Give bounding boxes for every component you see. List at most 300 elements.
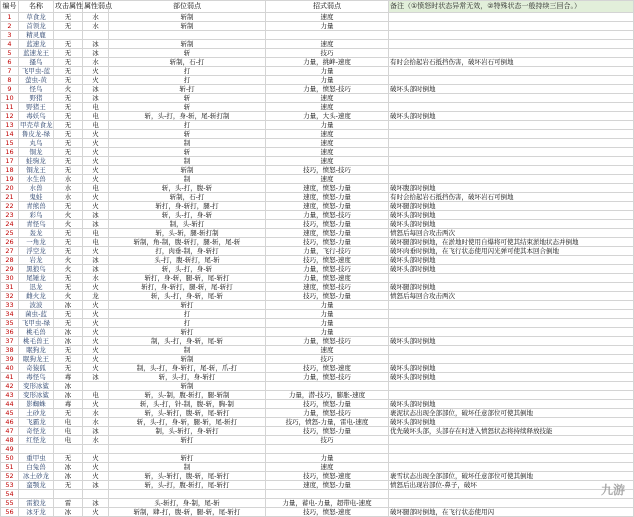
cell-attribute-weakness: 冰: [83, 220, 109, 229]
cell-number: 14: [1, 130, 19, 139]
cell-number: 6: [1, 58, 19, 67]
table-row: [1, 67, 634, 76]
cell-number: 35: [1, 319, 19, 328]
table-row: [1, 139, 634, 148]
cell-attack-attribute: 无: [54, 238, 83, 247]
cell-part-weakness: 斩制: [109, 355, 266, 364]
cell-number: 25: [1, 229, 19, 238]
cell-attack-attribute: 无: [54, 121, 83, 130]
table-row: [1, 499, 634, 508]
cell-attribute-weakness: 水: [83, 13, 109, 22]
cell-name: 首领龙: [19, 22, 54, 31]
cell-move-weakness: 速度: [266, 175, 389, 184]
cell-attack-attribute: [54, 490, 83, 499]
cell-attack-attribute: 冰: [54, 508, 83, 517]
cell-note: [389, 22, 634, 31]
cell-move-weakness: 速度: [266, 157, 389, 166]
cell-attribute-weakness: 冰: [83, 94, 109, 103]
cell-move-weakness: 力量: [266, 310, 389, 319]
cell-part-weakness: 打: [109, 67, 266, 76]
cell-note: [389, 499, 634, 508]
cell-attribute-weakness: 电: [83, 229, 109, 238]
cell-name: 野猪: [19, 94, 54, 103]
table-row: [1, 211, 634, 220]
table-row: [1, 310, 634, 319]
cell-name: 菌虫-蓝: [19, 310, 54, 319]
cell-note: 破坏头部时倒地: [389, 220, 634, 229]
cell-attack-attribute: 无: [54, 310, 83, 319]
cell-attack-attribute: 冰: [54, 472, 83, 481]
cell-note: 裹雪状态出现全部部位，破坏任意部位可使其倒地: [389, 472, 634, 481]
cell-attribute-weakness: 火: [83, 193, 109, 202]
cell-part-weakness: 斩，头-制，腹-斩打，腿-斩制: [109, 391, 266, 400]
cell-number: 38: [1, 346, 19, 355]
cell-part-weakness: 斩，头-打，腹-斩打，尾-斩打: [109, 481, 266, 490]
header-part-weakness: 部位弱点: [109, 1, 266, 13]
cell-move-weakness: 速度，愤怒-力量: [266, 184, 389, 193]
cell-move-weakness: 技巧，愤怒-速度: [266, 256, 389, 265]
cell-number: 19: [1, 175, 19, 184]
cell-attack-attribute: 火: [54, 265, 83, 274]
table-row: [1, 400, 634, 409]
cell-number: 50: [1, 454, 19, 463]
cell-attribute-weakness: 冰: [83, 499, 109, 508]
table-row: [1, 220, 634, 229]
cell-number: 47: [1, 427, 19, 436]
cell-number: 41: [1, 373, 19, 382]
table-row: [1, 229, 634, 238]
table-row: [1, 301, 634, 310]
watermark-logo: 九游: [600, 483, 625, 497]
table-row: [1, 481, 634, 490]
cell-part-weakness: 斩: [109, 148, 266, 157]
table-row: [1, 472, 634, 481]
cell-attribute-weakness: 水: [83, 409, 109, 418]
cell-name: 白兔兽: [19, 463, 54, 472]
cell-attack-attribute: 水: [54, 184, 83, 193]
cell-name: 毒怪鸟: [19, 373, 54, 382]
header-number: 编号: [1, 1, 19, 13]
cell-attribute-weakness: 火: [83, 454, 109, 463]
cell-number: 23: [1, 211, 19, 220]
cell-note: 破坏头部时倒地: [389, 256, 634, 265]
cell-attack-attribute: 无: [54, 319, 83, 328]
cell-part-weakness: 斩，头-打，腹-斩: [109, 184, 266, 193]
cell-note: 破坏头部时倒地: [389, 337, 634, 346]
cell-name: 眠狗龙: [19, 346, 54, 355]
cell-part-weakness: 斩: [109, 49, 266, 58]
cell-name: [19, 445, 54, 454]
cell-attribute-weakness: 火: [83, 130, 109, 139]
cell-note: 破坏腹部时倒地: [389, 184, 634, 193]
cell-number: 9: [1, 85, 19, 94]
cell-attack-attribute: 无: [54, 202, 83, 211]
cell-name: 草食龙: [19, 13, 54, 22]
cell-move-weakness: 力量，愤怒-技巧: [266, 337, 389, 346]
cell-number: 44: [1, 400, 19, 409]
cell-name: 轰龙: [19, 229, 54, 238]
cell-part-weakness: 制: [109, 157, 266, 166]
cell-note: [389, 175, 634, 184]
cell-part-weakness: 斩，头-打，身-斩，尾-斩打制: [109, 112, 266, 121]
cell-name: 奇怪龙: [19, 427, 54, 436]
cell-note: [389, 436, 634, 445]
cell-attribute-weakness: 电: [83, 103, 109, 112]
cell-number: 12: [1, 112, 19, 121]
cell-attribute-weakness: 火: [83, 247, 109, 256]
cell-move-weakness: 力量: [266, 67, 389, 76]
cell-move-weakness: [266, 31, 389, 40]
cell-move-weakness: 技巧: [266, 436, 389, 445]
cell-note: [389, 346, 634, 355]
cell-note: [389, 13, 634, 22]
cell-attack-attribute: 火: [54, 220, 83, 229]
cell-number: 46: [1, 418, 19, 427]
cell-move-weakness: 技巧，愤怒-力量: [266, 427, 389, 436]
cell-number: 32: [1, 292, 19, 301]
cell-number: 8: [1, 76, 19, 85]
cell-move-weakness: 技巧: [266, 49, 389, 58]
table-row: [1, 112, 634, 121]
cell-number: 36: [1, 328, 19, 337]
table-row: [1, 364, 634, 373]
cell-part-weakness: 斩打，身-斩打，腿-斩，尾-斩打: [109, 283, 266, 292]
cell-part-weakness: 斩: [109, 94, 266, 103]
cell-number: 43: [1, 391, 19, 400]
cell-name: 铜龙: [19, 148, 54, 157]
cell-note: [389, 319, 634, 328]
cell-note: 裹泥状态出现全部部位，破坏任意部位可使其倒地: [389, 409, 634, 418]
cell-attack-attribute: 冰: [54, 382, 83, 391]
cell-number: 39: [1, 355, 19, 364]
cell-part-weakness: 斩打: [109, 328, 266, 337]
cell-move-weakness: 力量，大头-速度: [266, 112, 389, 121]
table-row: [1, 157, 634, 166]
table-row: [1, 265, 634, 274]
cell-part-weakness: 斩打: [109, 436, 266, 445]
cell-note: 破坏头部时倒地: [389, 400, 634, 409]
cell-note: [389, 121, 634, 130]
cell-attack-attribute: [54, 445, 83, 454]
cell-name: 飞甲虫-绿: [19, 319, 54, 328]
cell-attribute-weakness: 火: [83, 337, 109, 346]
cell-attack-attribute: 火: [54, 292, 83, 301]
table-row: [1, 508, 634, 517]
cell-attribute-weakness: 冰: [83, 256, 109, 265]
cell-note: [389, 463, 634, 472]
cell-attack-attribute: 无: [54, 247, 83, 256]
cell-attack-attribute: 无: [54, 22, 83, 31]
table-row: [1, 193, 634, 202]
cell-move-weakness: 技巧，愤怒-力量: [266, 292, 389, 301]
table-row: [1, 22, 634, 31]
cell-move-weakness: 技巧，愤怒-力量: [266, 400, 389, 409]
cell-note: [389, 31, 634, 40]
cell-move-weakness: 力量，愤怒-技巧: [266, 211, 389, 220]
cell-attribute-weakness: 龙: [83, 292, 109, 301]
cell-part-weakness: 制，头-斩打: [109, 220, 266, 229]
cell-attack-attribute: 无: [54, 76, 83, 85]
cell-move-weakness: 技巧，愤怒-力量: [266, 238, 389, 247]
cell-attack-attribute: 无: [54, 229, 83, 238]
cell-part-weakness: 斩，头-斩打，腹-斩，尾-斩打: [109, 409, 266, 418]
cell-move-weakness: [266, 382, 389, 391]
cell-number: 1: [1, 13, 19, 22]
cell-attack-attribute: 冰: [54, 463, 83, 472]
cell-attribute-weakness: 水: [83, 22, 109, 31]
header-row: [1, 1, 634, 13]
table-row: [1, 247, 634, 256]
cell-part-weakness: 制: [109, 175, 266, 184]
cell-number: 56: [1, 508, 19, 517]
cell-attribute-weakness: 火: [83, 76, 109, 85]
cell-attribute-weakness: 火: [83, 166, 109, 175]
cell-note: 破坏腿部时倒地，在淤地时使用自爆将可使其结束淤地状态并倒地: [389, 238, 634, 247]
cell-number: 37: [1, 337, 19, 346]
cell-attribute-weakness: 火: [83, 310, 109, 319]
cell-number: 40: [1, 364, 19, 373]
cell-move-weakness: 技巧，愤怒-技巧: [266, 166, 389, 175]
table-row: [1, 346, 634, 355]
cell-attribute-weakness: 电: [83, 391, 109, 400]
cell-move-weakness: 力量: [266, 301, 389, 310]
cell-attack-attribute: 无: [54, 94, 83, 103]
cell-attack-attribute: 无: [54, 40, 83, 49]
table-row: [1, 238, 634, 247]
table-row: [1, 373, 634, 382]
cell-part-weakness: 斩打: [109, 301, 266, 310]
cell-name: 奇猿狐: [19, 364, 54, 373]
cell-part-weakness: 斩: [109, 103, 266, 112]
cell-note: 破坏头部时倒地: [389, 373, 634, 382]
cell-attribute-weakness: 火: [83, 148, 109, 157]
cell-attribute-weakness: 冰: [83, 40, 109, 49]
cell-note: [389, 166, 634, 175]
cell-part-weakness: 头-斩打，身-制，尾-斩: [109, 499, 266, 508]
table-row: [1, 13, 634, 22]
cell-move-weakness: 技巧，愤怒-速度: [266, 508, 389, 517]
cell-attack-attribute: 火: [54, 85, 83, 94]
cell-attribute-weakness: 火: [83, 355, 109, 364]
cell-name: 蛙驹龙: [19, 157, 54, 166]
cell-part-weakness: 斩，头-打，针-制，腹-斩，胸-制: [109, 400, 266, 409]
cell-attack-attribute: [54, 31, 83, 40]
cell-move-weakness: 速度: [266, 463, 389, 472]
cell-note: 愤怒后每回合攻击两次: [389, 292, 634, 301]
cell-note: 破坏腿部时倒地，在飞行状态使用闪: [389, 508, 634, 517]
cell-name: 搔鸟: [19, 58, 54, 67]
cell-name: 影蜘蛛: [19, 400, 54, 409]
cell-attack-attribute: 冰: [54, 328, 83, 337]
table-row: [1, 94, 634, 103]
cell-part-weakness: 打: [109, 319, 266, 328]
cell-name: 红怪龙: [19, 436, 54, 445]
cell-part-weakness: 斩制: [109, 22, 266, 31]
cell-attribute-weakness: 冰: [83, 85, 109, 94]
header-move-weakness: 招式弱点: [266, 1, 389, 13]
cell-move-weakness: 速度，愤怒-力量: [266, 202, 389, 211]
cell-part-weakness: 头-打，腹-斩打，尾-斩: [109, 256, 266, 265]
cell-name: 飞霸龙: [19, 418, 54, 427]
cell-move-weakness: 力量，飞行-技巧: [266, 247, 389, 256]
cell-attribute-weakness: 水: [83, 436, 109, 445]
cell-name: 一角龙: [19, 238, 54, 247]
cell-note: 优先破坏头部，头部存在时进入愤怒状态将持续释放技能: [389, 427, 634, 436]
cell-attribute-weakness: 水: [83, 274, 109, 283]
cell-name: 丸鸟: [19, 139, 54, 148]
cell-attack-attribute: 无: [54, 13, 83, 22]
table-row: [1, 130, 634, 139]
cell-note: [389, 382, 634, 391]
cell-move-weakness: 速度: [266, 148, 389, 157]
cell-name: 水生兽: [19, 175, 54, 184]
cell-attack-attribute: 无: [54, 454, 83, 463]
cell-note: 有时会拾起岩石抵挡伤害，破坏岩石可倒地: [389, 58, 634, 67]
table-row: [1, 256, 634, 265]
cell-name: 怪鸟: [19, 85, 54, 94]
cell-note: 有时会拾起岩石抵挡伤害，破坏岩石可倒地: [389, 193, 634, 202]
cell-move-weakness: 速度，愤怒-力量: [266, 193, 389, 202]
cell-name: 黑狼鸟: [19, 265, 54, 274]
table-row: [1, 355, 634, 364]
header-notes: 备注（①愤怒时状态异常无效，②特殊状态一般持续三回合。）: [389, 1, 634, 13]
cell-part-weakness: 斩制: [109, 40, 266, 49]
cell-attribute-weakness: 水: [83, 418, 109, 427]
cell-name: 毒妖鸟: [19, 112, 54, 121]
cell-note: [389, 94, 634, 103]
cell-move-weakness: 技巧: [266, 355, 389, 364]
header-attribute-weakness: 属性弱点: [83, 1, 109, 13]
table-row: [1, 103, 634, 112]
cell-attribute-weakness: 火: [83, 400, 109, 409]
cell-number: 54: [1, 490, 19, 499]
cell-part-weakness: 制，头-打，身-斩打，尾-斩，爪-打: [109, 364, 266, 373]
cell-attack-attribute: 无: [54, 166, 83, 175]
cell-attribute-weakness: 冰: [83, 211, 109, 220]
cell-number: 5: [1, 49, 19, 58]
cell-number: 17: [1, 157, 19, 166]
cell-move-weakness: 速度: [266, 103, 389, 112]
cell-attribute-weakness: [83, 445, 109, 454]
cell-name: 变形冰鲨: [19, 382, 54, 391]
cell-number: 15: [1, 139, 19, 148]
cell-name: 鲁皮龙-绿: [19, 130, 54, 139]
cell-part-weakness: 斩制: [109, 382, 266, 391]
cell-note: 破坏腿部时倒地: [389, 283, 634, 292]
cell-part-weakness: 打: [109, 76, 266, 85]
cell-attack-attribute: 冰: [54, 301, 83, 310]
cell-attribute-weakness: 冰: [83, 373, 109, 382]
cell-number: 11: [1, 103, 19, 112]
cell-name: 萤虫-黄: [19, 76, 54, 85]
cell-move-weakness: 力量: [266, 76, 389, 85]
cell-attack-attribute: 无: [54, 49, 83, 58]
cell-attack-attribute: 无: [54, 112, 83, 121]
cell-note: [389, 157, 634, 166]
cell-part-weakness: 斩: [109, 130, 266, 139]
table-row: [1, 409, 634, 418]
cell-number: 45: [1, 409, 19, 418]
cell-name: 青熊兽: [19, 202, 54, 211]
cell-attribute-weakness: 火: [83, 67, 109, 76]
cell-move-weakness: 速度: [266, 13, 389, 22]
cell-name: 蛮颚龙: [19, 481, 54, 490]
cell-move-weakness: [266, 445, 389, 454]
cell-number: 20: [1, 184, 19, 193]
cell-part-weakness: 斩制: [109, 166, 266, 175]
table-row: [1, 85, 634, 94]
cell-number: 21: [1, 193, 19, 202]
cell-note: [389, 49, 634, 58]
table-row: [1, 49, 634, 58]
cell-name: 岩龙: [19, 256, 54, 265]
cell-part-weakness: 斩，头-打，身-斩，尾-斩: [109, 292, 266, 301]
cell-note: 破坏肉垂时倒地，在飞行状态使用闪光弹可使其本回合倒地: [389, 247, 634, 256]
cell-attribute-weakness: 火: [83, 202, 109, 211]
cell-name: 蓝速龙王: [19, 49, 54, 58]
cell-move-weakness: 力量，蓄电-力量，超带电-速度: [266, 499, 389, 508]
cell-number: 13: [1, 121, 19, 130]
cell-attack-attribute: 无: [54, 148, 83, 157]
cell-attack-attribute: 火: [54, 256, 83, 265]
cell-move-weakness: 速度: [266, 130, 389, 139]
cell-move-weakness: 力量: [266, 328, 389, 337]
table-row: [1, 202, 634, 211]
cell-part-weakness: 打，肉垂-制，身-斩打: [109, 247, 266, 256]
cell-number: 3: [1, 31, 19, 40]
cell-name: 浮空龙: [19, 247, 54, 256]
cell-move-weakness: 速度，愤怒-技巧: [266, 283, 389, 292]
cell-part-weakness: [109, 490, 266, 499]
cell-part-weakness: 斩，头-打，身-斩: [109, 265, 266, 274]
cell-move-weakness: 力量，愤怒-技巧: [266, 85, 389, 94]
table-row: [1, 184, 634, 193]
table-row: [1, 454, 634, 463]
cell-attribute-weakness: [83, 490, 109, 499]
cell-attack-attribute: 冰: [54, 391, 83, 400]
table-row: [1, 436, 634, 445]
cell-move-weakness: 力量: [266, 319, 389, 328]
cell-attack-attribute: 无: [54, 67, 83, 76]
cell-note: [389, 301, 634, 310]
cell-move-weakness: 技巧，愤怒-速度: [266, 472, 389, 481]
cell-attribute-weakness: 电: [83, 112, 109, 121]
cell-note: 破坏头部时倒地: [389, 85, 634, 94]
cell-attribute-weakness: 火: [83, 301, 109, 310]
cell-part-weakness: 斩，头-斩，腿-斩打制: [109, 229, 266, 238]
cell-name: 雌火龙: [19, 292, 54, 301]
table-row: [1, 427, 634, 436]
cell-attack-attribute: 无: [54, 157, 83, 166]
cell-attribute-weakness: 水: [83, 58, 109, 67]
cell-name: 冰牙龙: [19, 508, 54, 517]
cell-number: 16: [1, 148, 19, 157]
table-row: [1, 166, 634, 175]
cell-note: 破坏头部时倒地: [389, 364, 634, 373]
cell-number: 48: [1, 436, 19, 445]
cell-part-weakness: 制: [109, 463, 266, 472]
cell-name: 雷狼龙: [19, 499, 54, 508]
cell-name: 精灵鹿: [19, 31, 54, 40]
cell-number: 51: [1, 463, 19, 472]
header-attack-attribute: 攻击属性: [54, 1, 83, 13]
table-row: [1, 337, 634, 346]
cell-name: 桃毛兽王: [19, 337, 54, 346]
cell-move-weakness: 力量，挑衅-速度: [266, 58, 389, 67]
table-row: [1, 382, 634, 391]
cell-attribute-weakness: 火: [83, 463, 109, 472]
table-row: [1, 445, 634, 454]
